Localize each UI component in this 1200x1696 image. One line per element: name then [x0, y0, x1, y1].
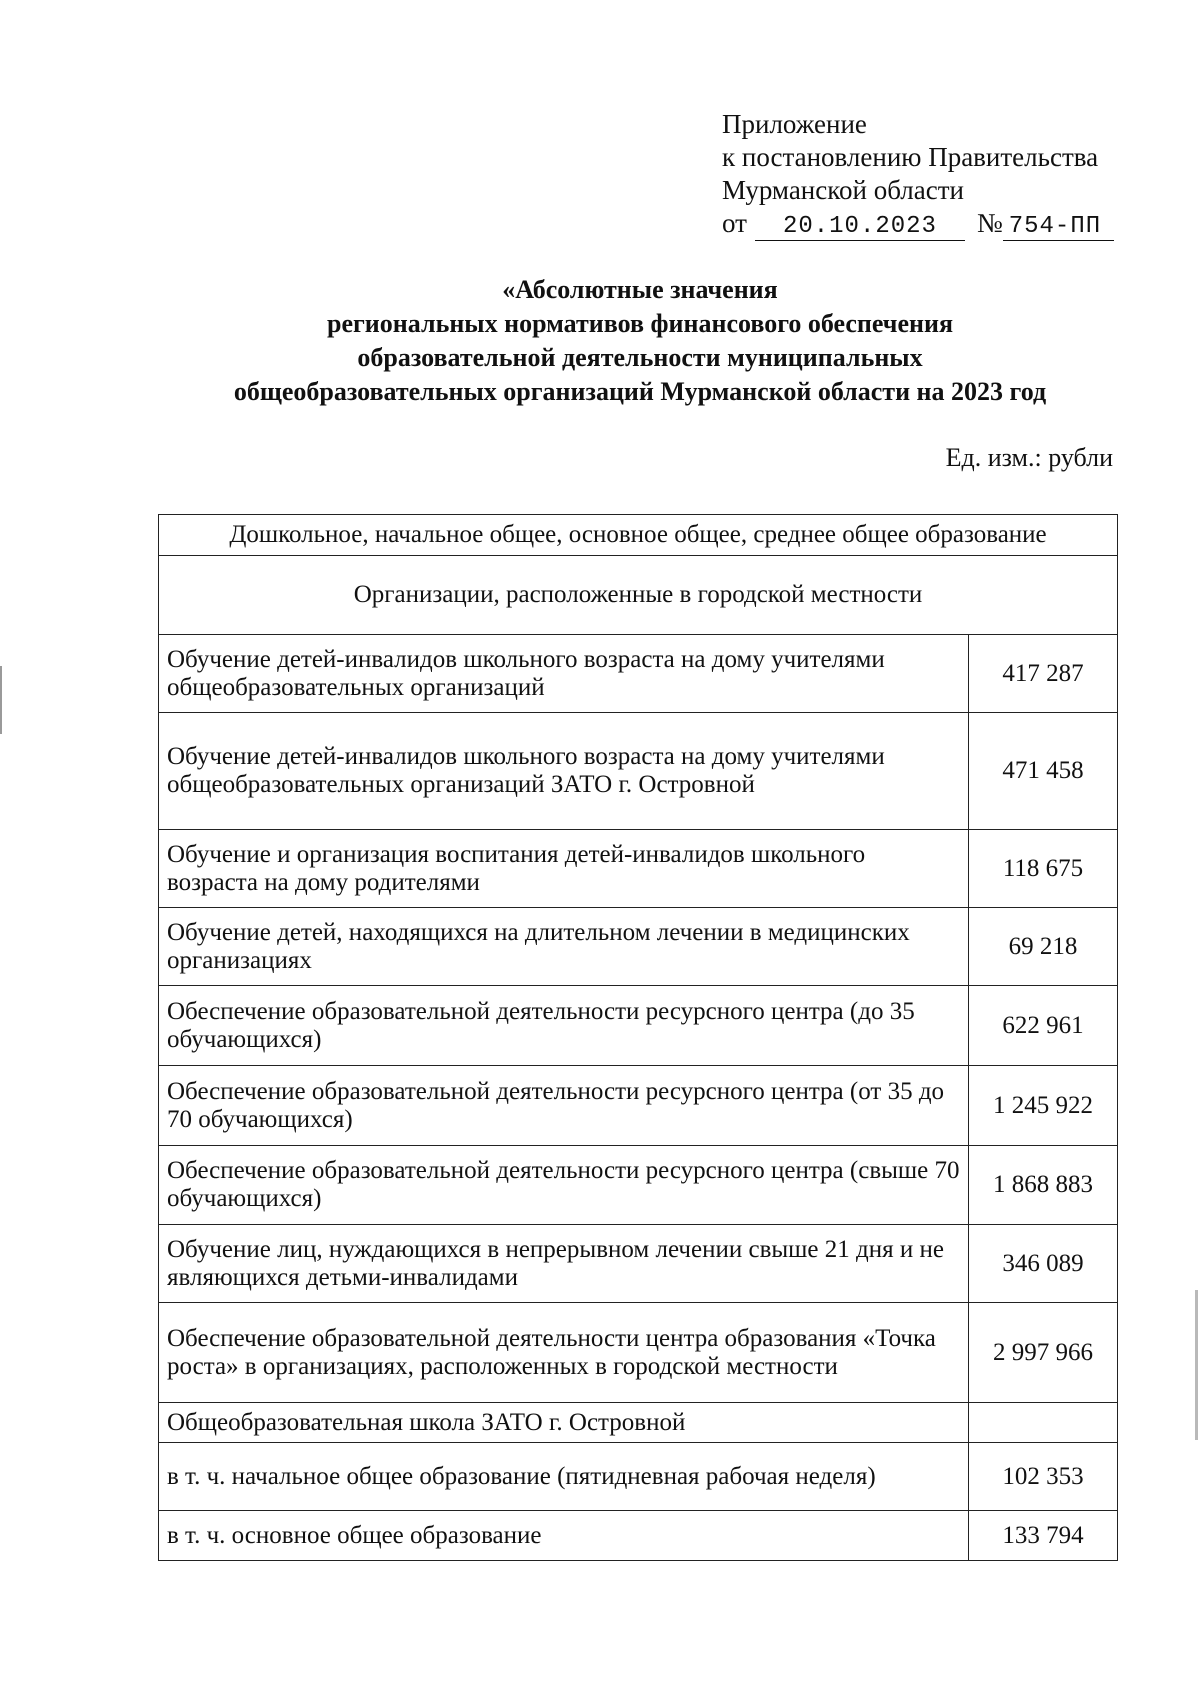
row-value: 346 089	[969, 1225, 1118, 1303]
table-row	[159, 1403, 1118, 1443]
row-label: Общеобразовательная школа ЗАТО г. Островной	[159, 1403, 969, 1443]
document-title	[120, 273, 1160, 409]
table-row	[159, 830, 1118, 908]
table-row	[159, 1066, 1118, 1146]
table-row	[159, 1146, 1118, 1225]
number-sign: №	[976, 208, 1003, 238]
row-label: в т. ч. основное общее образование	[159, 1511, 969, 1561]
scan-artifact-left	[0, 666, 2, 734]
table-row	[159, 635, 1118, 713]
row-value: 622 961	[969, 986, 1118, 1066]
row-value: 417 287	[969, 635, 1118, 713]
row-value: 2 997 966	[969, 1303, 1118, 1403]
table-row	[159, 713, 1118, 830]
row-label: Обучение детей, находящихся на длительном лечении в медицинских организациях	[159, 908, 969, 986]
row-value: 133 794	[969, 1511, 1118, 1561]
appendix-date-number	[722, 207, 1162, 241]
table-header-education-levels: Дошкольное, начальное общее, основное общее, среднее общее образование	[159, 515, 1118, 556]
row-value: 69 218	[969, 908, 1118, 986]
row-value: 118 675	[969, 830, 1118, 908]
table-subheader-row	[159, 556, 1118, 635]
row-value: 1 868 883	[969, 1146, 1118, 1225]
decree-date: 20.10.2023	[755, 214, 965, 241]
row-label: в т. ч. начальное общее образование (пятидневная рабочая неделя)	[159, 1443, 969, 1511]
appendix-block	[722, 108, 1162, 241]
title-line-1: «Абсолютные значения	[502, 275, 778, 304]
appendix-title: Приложение	[722, 109, 867, 139]
appendix-reference: к постановлению Правительства	[722, 142, 1099, 172]
decree-number: 754-ПП	[1003, 214, 1114, 241]
table-row	[159, 1303, 1118, 1403]
row-label: Обучение и организация воспитания детей-инвалидов школьного возраста на дому родителями	[159, 830, 969, 908]
appendix-region: Мурманской области	[722, 175, 964, 205]
title-line-4: общеобразовательных организаций Мурманской области на 2023 год	[233, 377, 1047, 406]
table-row	[159, 1225, 1118, 1303]
table-row	[159, 986, 1118, 1066]
title-line-3: образовательной деятельности муниципальных	[357, 343, 923, 372]
row-value: 102 353	[969, 1443, 1118, 1511]
row-value: 1 245 922	[969, 1066, 1118, 1146]
title-line-2: региональных нормативов финансового обеспечения	[326, 309, 954, 338]
from-label: от	[722, 208, 747, 238]
table-row	[159, 1443, 1118, 1511]
row-label: Обучение лиц, нуждающихся в непрерывном лечении свыше 21 дня и не являющихся детьми-инвалидами	[159, 1225, 969, 1303]
table-header-urban-organizations: Организации, расположенные в городской местности	[159, 556, 1118, 635]
table-header-row	[159, 515, 1118, 556]
row-label: Обучение детей-инвалидов школьного возраста на дому учителями общеобразовательных организаций	[159, 635, 969, 713]
norms-table	[158, 514, 1118, 1561]
table-row	[159, 908, 1118, 986]
row-label: Обеспечение образовательной деятельности ресурсного центра (свыше 70 обучающихся)	[159, 1146, 969, 1225]
unit-of-measure: Ед. изм.: рубли	[945, 443, 1113, 472]
table-row	[159, 1511, 1118, 1561]
row-label: Обеспечение образовательной деятельности ресурсного центра (от 35 до 70 обучающихся)	[159, 1066, 969, 1146]
row-label: Обеспечение образовательной деятельности ресурсного центра (до 35 обучающихся)	[159, 986, 969, 1066]
row-label: Обеспечение образовательной деятельности центра образования «Точка роста» в организациях, расположенных в городской местности	[159, 1303, 969, 1403]
scan-artifact-right	[1195, 1290, 1198, 1440]
row-value	[969, 1403, 1118, 1443]
row-value: 471 458	[969, 713, 1118, 830]
row-label: Обучение детей-инвалидов школьного возраста на дому учителями общеобразовательных организаций ЗАТО г. Островной	[159, 713, 969, 830]
